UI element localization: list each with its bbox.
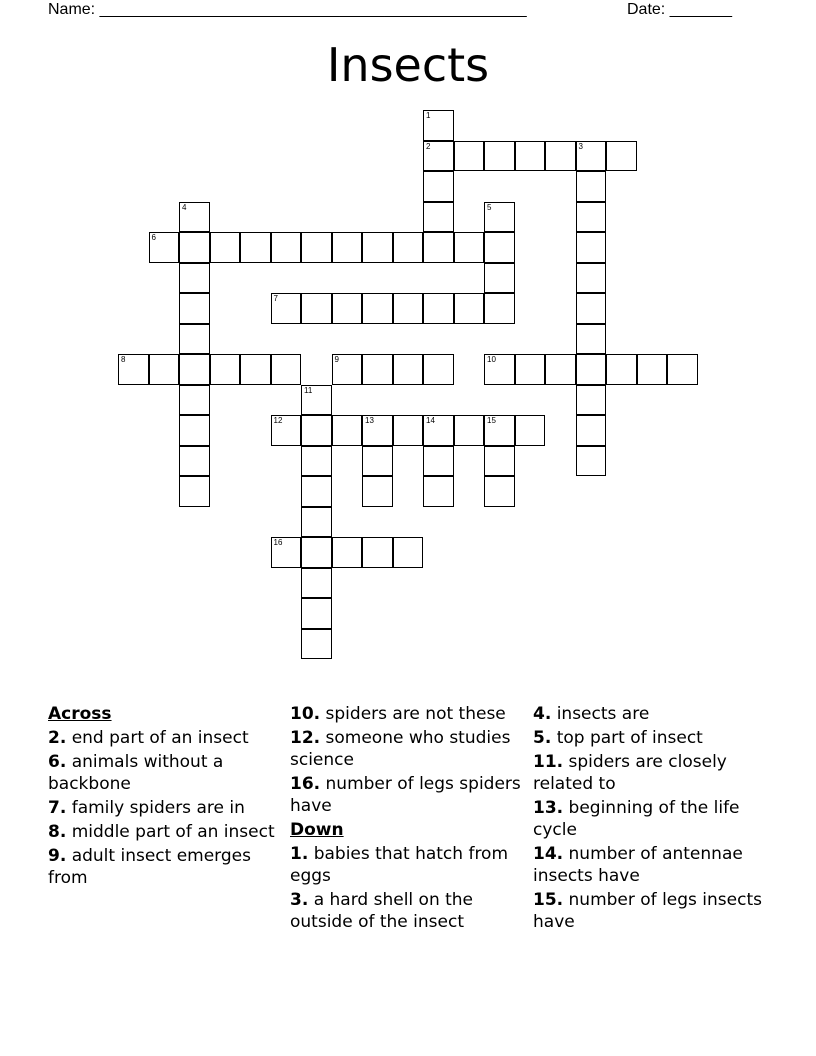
grid-cell[interactable] bbox=[484, 354, 515, 385]
clue-across-6: 6. animals without a backbone bbox=[48, 752, 224, 794]
grid-cell[interactable] bbox=[301, 568, 332, 599]
grid-cell[interactable] bbox=[545, 354, 576, 385]
grid-cell[interactable] bbox=[423, 141, 454, 172]
grid-cell[interactable] bbox=[576, 141, 607, 172]
grid-cell[interactable] bbox=[179, 446, 210, 477]
grid-cell[interactable] bbox=[332, 354, 363, 385]
grid-cell[interactable] bbox=[149, 354, 180, 385]
cell-number: 1 bbox=[426, 111, 431, 120]
grid-cell[interactable] bbox=[240, 232, 271, 263]
grid-cell[interactable] bbox=[179, 385, 210, 416]
grid-cell[interactable] bbox=[484, 293, 515, 324]
grid-cell[interactable] bbox=[301, 385, 332, 416]
grid-cell[interactable] bbox=[576, 293, 607, 324]
grid-cell[interactable] bbox=[515, 354, 546, 385]
clue-down-13: 13. beginning of the life cycle bbox=[533, 798, 740, 840]
grid-cell[interactable] bbox=[423, 293, 454, 324]
grid-cell[interactable] bbox=[606, 141, 637, 172]
grid-cell[interactable] bbox=[454, 293, 485, 324]
grid-cell[interactable] bbox=[576, 232, 607, 263]
grid-cell[interactable] bbox=[423, 476, 454, 507]
clue-across-16: 16. number of legs spiders have bbox=[290, 774, 521, 816]
grid-cell[interactable] bbox=[484, 232, 515, 263]
grid-cell[interactable] bbox=[210, 354, 241, 385]
cell-number: 7 bbox=[273, 294, 278, 303]
grid-cell[interactable] bbox=[149, 232, 180, 263]
cell-number: 12 bbox=[273, 416, 283, 425]
clue-across-9: 9. adult insect emerges from bbox=[48, 846, 251, 888]
grid-cell[interactable] bbox=[301, 476, 332, 507]
grid-cell[interactable] bbox=[362, 415, 393, 446]
grid-cell[interactable] bbox=[606, 354, 637, 385]
grid-cell[interactable] bbox=[179, 476, 210, 507]
cell-number: 3 bbox=[578, 141, 583, 151]
grid-cell[interactable] bbox=[271, 537, 302, 568]
grid-cell[interactable] bbox=[332, 293, 363, 324]
grid-cell[interactable] bbox=[179, 202, 210, 233]
name-field[interactable]: Name: ________________________________________________ bbox=[48, 1, 527, 18]
grid-cell[interactable] bbox=[332, 232, 363, 263]
clue-down-5: 5. top part of insect bbox=[533, 728, 703, 748]
grid-cell[interactable] bbox=[484, 202, 515, 233]
grid-cell[interactable] bbox=[423, 446, 454, 477]
grid-cell[interactable] bbox=[271, 232, 302, 263]
grid-cell[interactable] bbox=[515, 141, 546, 172]
grid-cell[interactable] bbox=[454, 232, 485, 263]
grid-cell[interactable] bbox=[271, 293, 302, 324]
clue-down-14: 14. number of antennae insects have bbox=[533, 844, 743, 886]
grid-cell[interactable] bbox=[332, 415, 363, 446]
clue-down-3: 3. a hard shell on the outside of the insect bbox=[290, 890, 474, 932]
grid-cell[interactable] bbox=[454, 141, 485, 172]
grid-cell[interactable] bbox=[423, 110, 454, 141]
clues-column-2 bbox=[290, 703, 522, 935]
grid-cell[interactable] bbox=[301, 507, 332, 538]
grid-cell[interactable] bbox=[301, 446, 332, 477]
grid-cell[interactable] bbox=[423, 171, 454, 202]
grid-cell[interactable] bbox=[179, 293, 210, 324]
grid-cell[interactable] bbox=[576, 354, 607, 385]
grid-cell[interactable] bbox=[423, 232, 454, 263]
cell-number: 4 bbox=[182, 202, 187, 212]
clue-across-7: 7. family spiders are in bbox=[48, 798, 245, 818]
grid-cell[interactable] bbox=[271, 354, 302, 385]
grid-cell[interactable] bbox=[179, 232, 210, 263]
clue-down-4: 4. insects are bbox=[533, 704, 650, 724]
grid-cell[interactable] bbox=[484, 476, 515, 507]
grid-cell[interactable] bbox=[484, 263, 515, 294]
date-field[interactable]: Date: _______ bbox=[627, 1, 732, 18]
grid-cell[interactable] bbox=[179, 354, 210, 385]
cell-number: 5 bbox=[487, 202, 492, 212]
cell-number: 10 bbox=[487, 355, 496, 364]
grid-cell[interactable] bbox=[362, 293, 393, 324]
clue-down-11: 11. spiders are closely related to bbox=[533, 752, 727, 794]
cell-number: 11 bbox=[304, 385, 313, 395]
grid-cell[interactable] bbox=[118, 354, 149, 385]
grid-cell[interactable] bbox=[423, 202, 454, 233]
clue-across-12: 12. someone who studies science bbox=[290, 728, 511, 770]
cell-number: 6 bbox=[151, 233, 156, 242]
grid-cell[interactable] bbox=[362, 476, 393, 507]
grid-cell[interactable] bbox=[301, 232, 332, 263]
grid-cell[interactable] bbox=[545, 141, 576, 172]
clues-column-1 bbox=[48, 703, 280, 891]
grid-cell[interactable] bbox=[301, 629, 332, 660]
page-title: Insects bbox=[326, 38, 490, 92]
clue-across-2: 2. end part of an insect bbox=[48, 728, 249, 748]
cell-number: 13 bbox=[365, 416, 374, 425]
grid-cell[interactable] bbox=[576, 415, 607, 446]
grid-cell[interactable] bbox=[301, 537, 332, 568]
grid-cell[interactable] bbox=[637, 354, 668, 385]
grid-cell[interactable] bbox=[576, 171, 607, 202]
grid-cell[interactable] bbox=[179, 263, 210, 294]
cell-number: 8 bbox=[121, 355, 126, 364]
grid-cell[interactable] bbox=[362, 537, 393, 568]
grid-cell[interactable] bbox=[362, 232, 393, 263]
grid-cell[interactable] bbox=[332, 537, 363, 568]
grid-cell[interactable] bbox=[301, 293, 332, 324]
cell-number: 9 bbox=[334, 355, 339, 364]
grid-cell[interactable] bbox=[515, 415, 546, 446]
grid-cell[interactable] bbox=[179, 415, 210, 446]
grid-cell[interactable] bbox=[393, 354, 424, 385]
grid-cell[interactable] bbox=[393, 415, 424, 446]
grid-cell[interactable] bbox=[454, 415, 485, 446]
grid-cell[interactable] bbox=[210, 232, 241, 263]
clue-across-8: 8. middle part of an insect bbox=[48, 822, 275, 842]
cell-number: 16 bbox=[273, 538, 283, 547]
across-heading: Across bbox=[48, 704, 112, 724]
cell-number: 15 bbox=[487, 416, 496, 425]
grid-cell[interactable] bbox=[362, 354, 393, 385]
grid-cell[interactable] bbox=[393, 537, 424, 568]
grid-cell[interactable] bbox=[576, 263, 607, 294]
grid-cell[interactable] bbox=[301, 415, 332, 446]
grid-cell[interactable] bbox=[393, 232, 424, 263]
grid-cell[interactable] bbox=[576, 202, 607, 233]
grid-cell[interactable] bbox=[484, 141, 515, 172]
clues-column-3 bbox=[533, 703, 773, 935]
grid-cell[interactable] bbox=[423, 415, 454, 446]
clue-down-15: 15. number of legs insects have bbox=[533, 890, 762, 932]
grid-cell[interactable] bbox=[484, 446, 515, 477]
grid-cell[interactable] bbox=[240, 354, 271, 385]
grid-cell[interactable] bbox=[271, 415, 302, 446]
grid-cell[interactable] bbox=[576, 385, 607, 416]
grid-cell[interactable] bbox=[423, 354, 454, 385]
clue-down-1: 1. babies that hatch from eggs bbox=[290, 844, 509, 886]
grid-cell[interactable] bbox=[576, 324, 607, 355]
grid-cell[interactable] bbox=[393, 293, 424, 324]
grid-cell[interactable] bbox=[179, 324, 210, 355]
grid-cell[interactable] bbox=[484, 415, 515, 446]
cell-number: 2 bbox=[426, 141, 431, 151]
cell-number: 14 bbox=[426, 416, 435, 425]
grid-cell[interactable] bbox=[667, 354, 698, 385]
down-heading: Down bbox=[290, 820, 344, 840]
grid-cell[interactable] bbox=[576, 446, 607, 477]
clue-across-10: 10. spiders are not these bbox=[290, 704, 506, 724]
grid-cell[interactable] bbox=[362, 446, 393, 477]
grid-cell[interactable] bbox=[301, 598, 332, 629]
